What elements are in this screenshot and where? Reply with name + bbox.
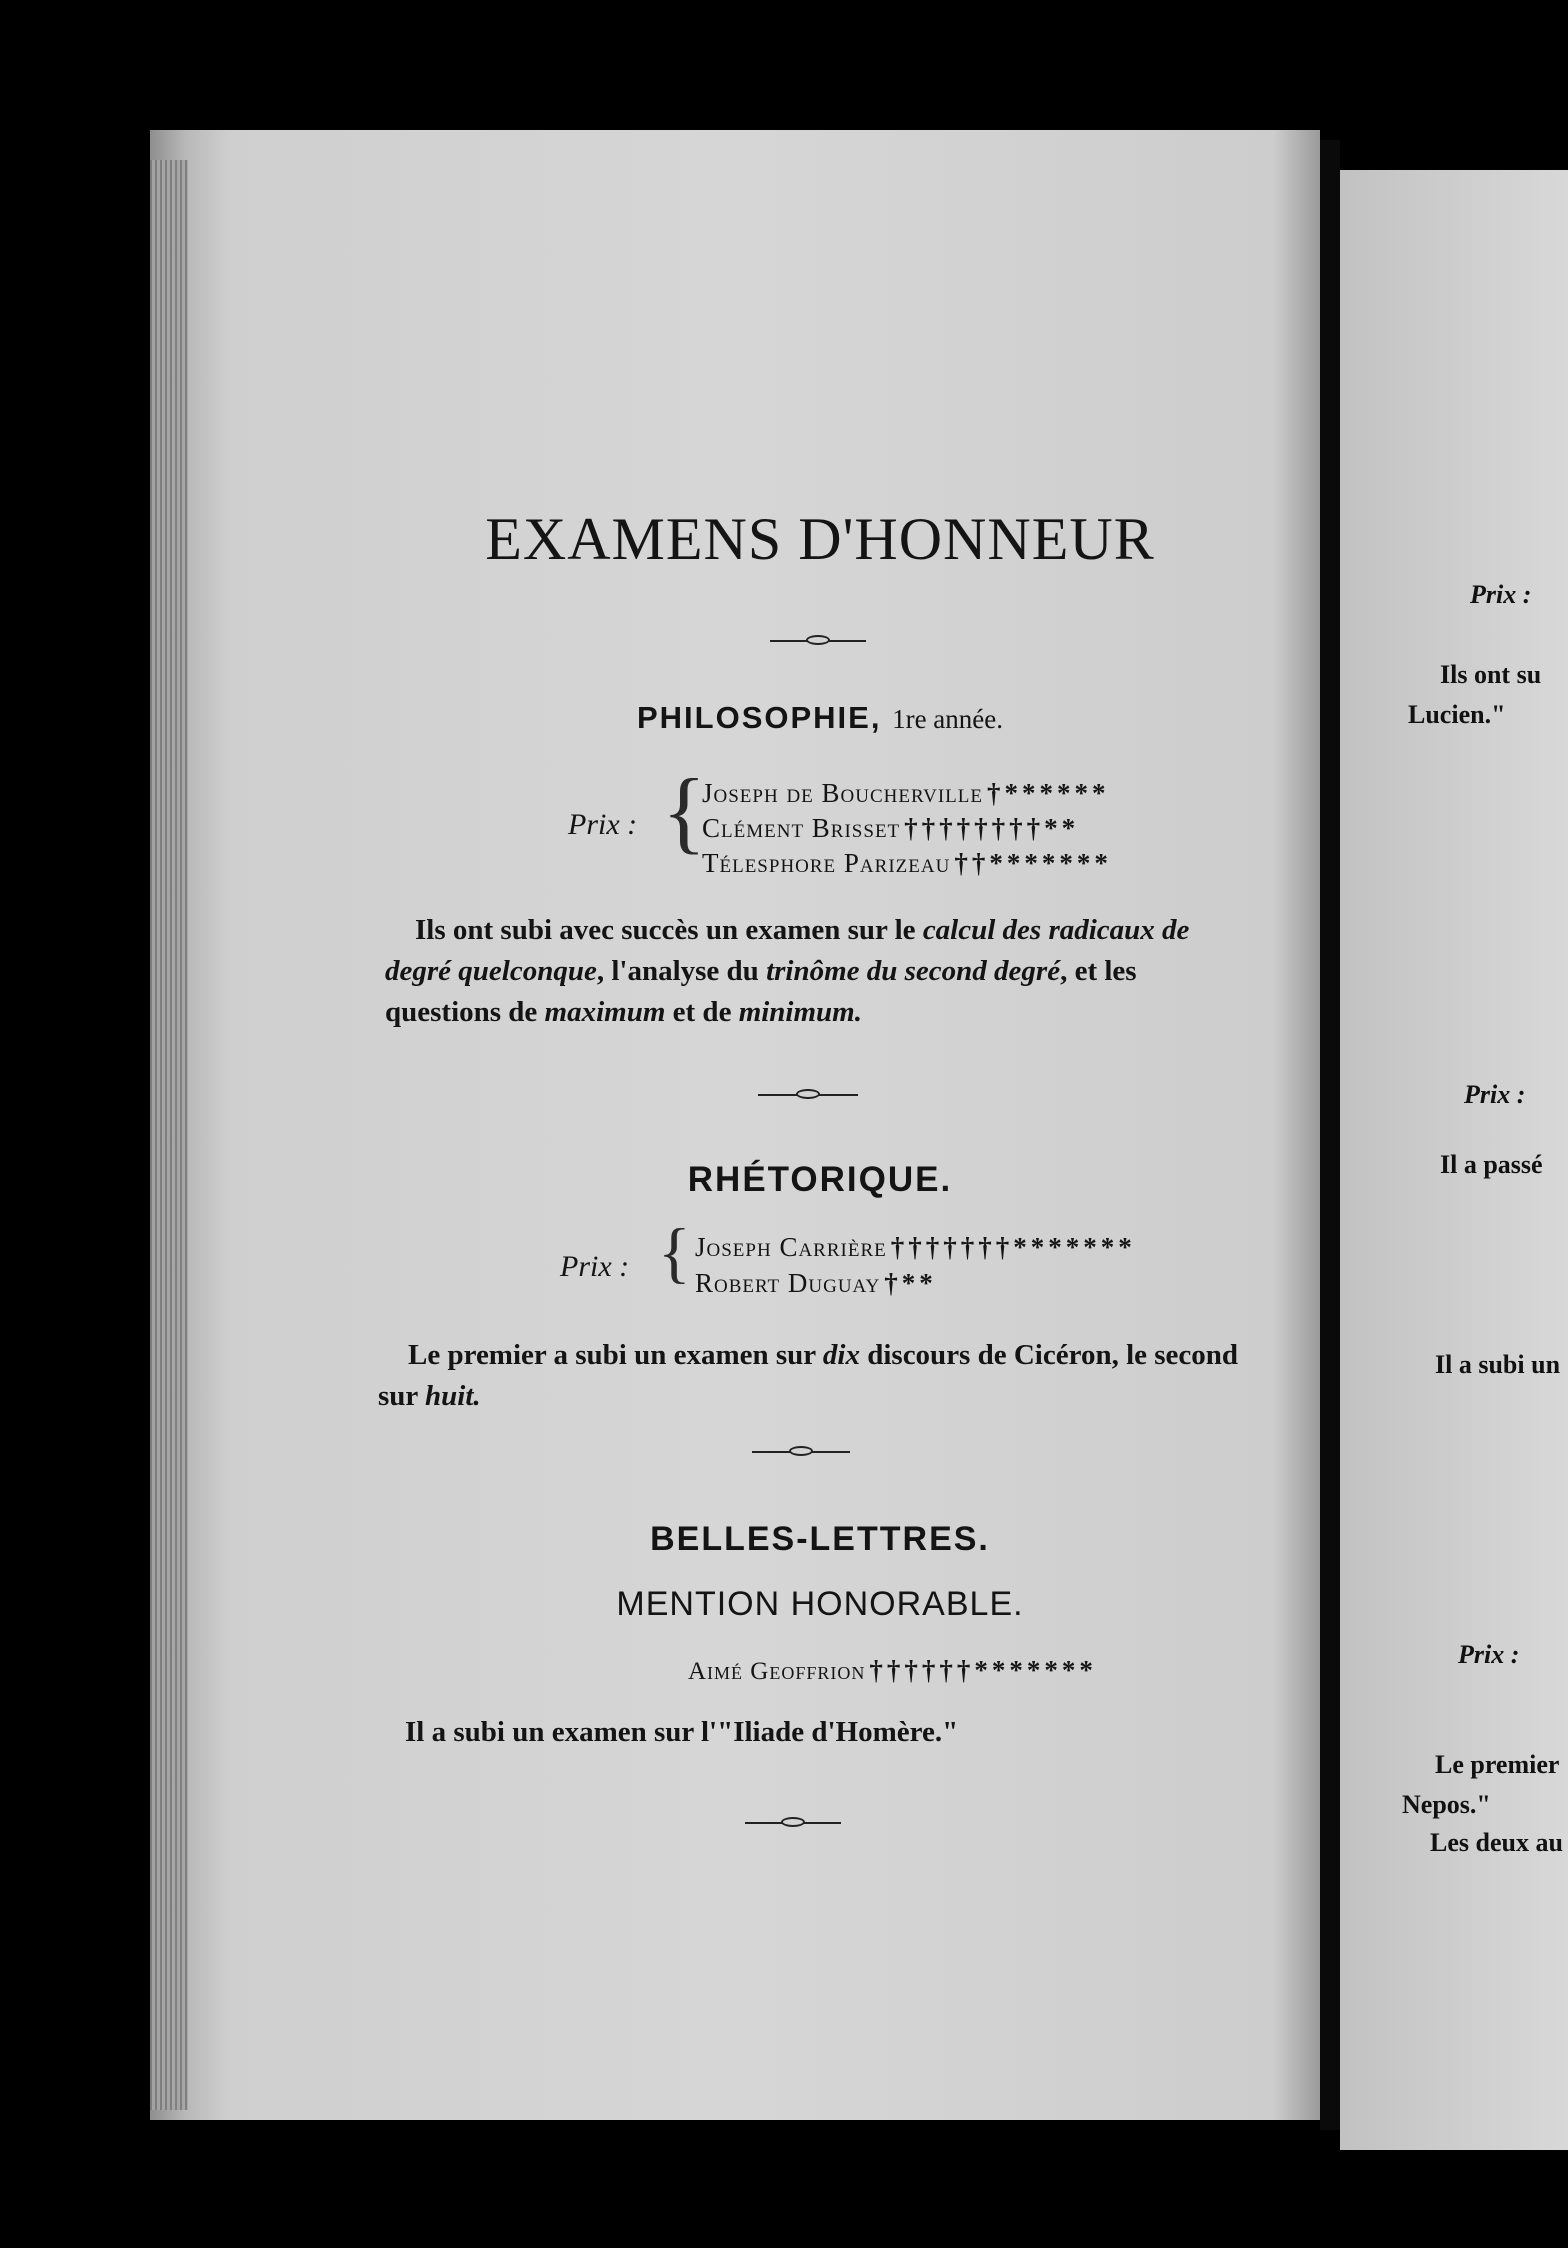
laureate-name: Joseph Carrière	[695, 1232, 887, 1262]
brace: {	[662, 760, 707, 862]
rhetorique-heading: RHÉTORIQUE.	[687, 1160, 953, 1199]
laureate-line	[688, 1655, 1097, 1686]
philosophie-heading: PHILOSOPHIE,	[636, 700, 882, 735]
next-page-line: Ils ont su	[1440, 660, 1542, 689]
next-page-line: Prix :	[1470, 580, 1532, 609]
belles-lettres-paragraph: Il a subi un examen sur l'"Iliade d'Homère."	[405, 1716, 959, 1748]
belles-lettres-heading: BELLES-LETTRES.	[650, 1520, 990, 1558]
ornament-divider	[745, 1822, 841, 1824]
prix-label: Prix :	[568, 808, 638, 841]
book-gutter	[1320, 140, 1340, 2130]
laureate-marks: ††††††*******	[869, 1655, 1097, 1685]
laureate-name: Aimé Geoffrion	[688, 1658, 866, 1685]
book-page	[150, 130, 1320, 2120]
next-page-line: Le premier	[1435, 1750, 1560, 1779]
laureate-line	[695, 1232, 1136, 1263]
laureate-name: Robert Duguay	[695, 1268, 881, 1298]
ornament-divider	[770, 640, 866, 642]
rhetorique-paragraph: Le premier a subi un examen sur dix discours de Cicéron, le second sur huit.	[378, 1339, 1239, 1412]
next-page-line: Les deux au	[1430, 1828, 1563, 1857]
next-page-line: Il a subi un	[1435, 1350, 1561, 1379]
page-stack-edge	[150, 160, 188, 2110]
next-page-line: Il a passé	[1440, 1150, 1543, 1179]
laureate-marks: †††††††*******	[890, 1232, 1136, 1262]
laureate-name: Joseph de Boucherville	[702, 778, 983, 808]
laureate-name: Télesphore Parizeau	[702, 848, 951, 878]
ornament-divider	[752, 1451, 850, 1453]
laureate-line	[702, 778, 1110, 809]
brace: {	[658, 1214, 691, 1290]
laureate-marks: †******	[987, 778, 1110, 808]
next-page-line: Prix :	[1464, 1080, 1526, 1109]
laureate-line	[695, 1268, 937, 1299]
section-heading-philosophie	[0, 700, 1568, 736]
prix-label: Prix :	[560, 1250, 630, 1283]
laureate-name: Clément Brisset	[702, 813, 901, 843]
philosophie-paragraph: Ils ont subi avec succès un examen sur le calcul des radicaux de degré quelconque, l'analyse du trinôme du second degré, et les questions de maximum et de minimum.	[385, 914, 1190, 1028]
page-title: EXAMENS D'HONNEUR	[485, 506, 1155, 572]
laureate-marks: †**	[884, 1268, 937, 1298]
next-page-line: Lucien."	[1408, 700, 1506, 729]
mention-honorable-heading: MENTION HONORABLE.	[616, 1585, 1024, 1623]
philosophie-subheading: 1re année.	[892, 704, 1004, 734]
ornament-divider	[758, 1094, 858, 1096]
next-page-line: Prix :	[1458, 1640, 1520, 1669]
laureate-line	[702, 848, 1112, 879]
laureate-marks: ††††††††**	[904, 813, 1080, 843]
laureate-marks: ††*******	[954, 848, 1112, 878]
laureate-line	[702, 813, 1079, 844]
next-page-line: Nepos."	[1402, 1790, 1491, 1819]
